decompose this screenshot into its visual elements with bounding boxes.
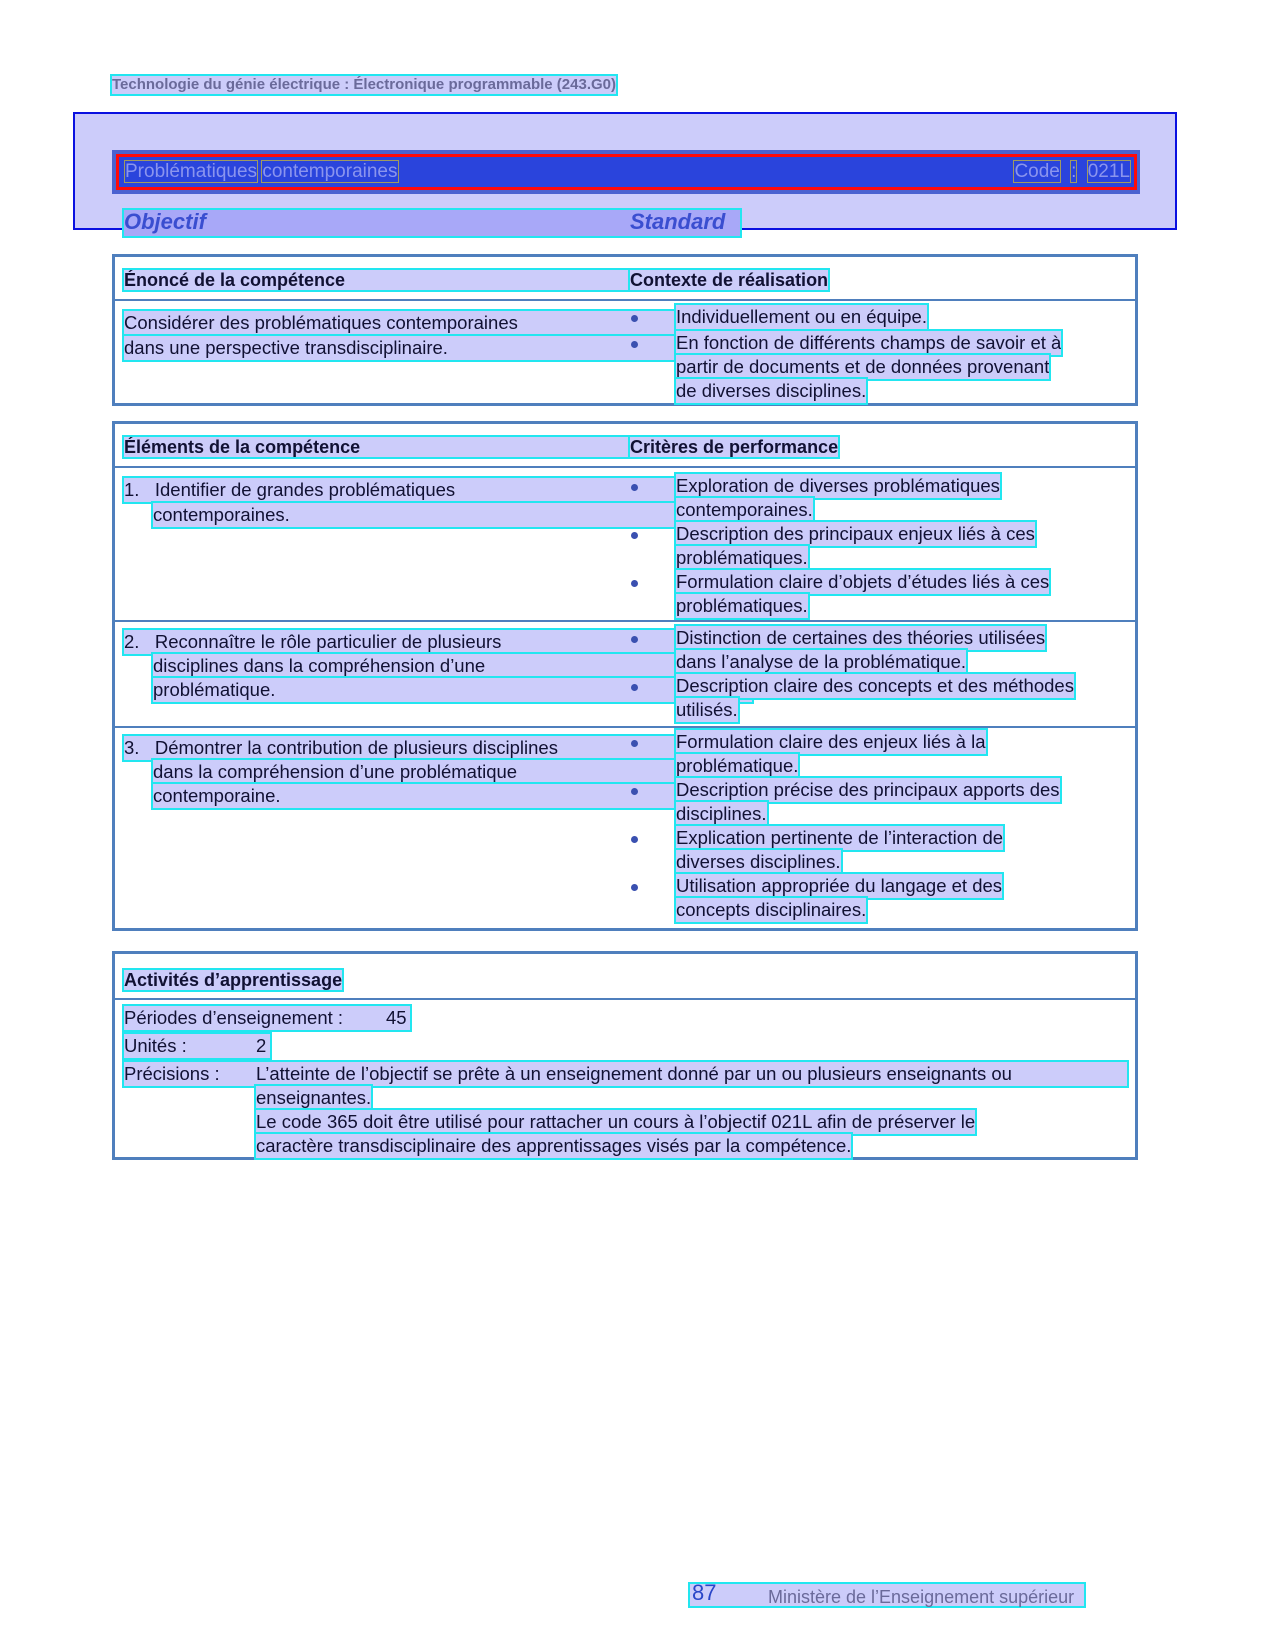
page-footer (690, 1580, 1084, 1607)
unites-label: Unités : (124, 1035, 187, 1056)
periodes-line (124, 1006, 410, 1030)
criterion-line: Utilisation appropriée du langage et des (676, 875, 1003, 896)
elements-box-header (115, 424, 1135, 468)
precisions-line: Précisions : L’atteinte de l’objectif se prête à un enseignement donné par un ou plusieurs enseignants ou (124, 1062, 1127, 1086)
objective-code (1008, 161, 1130, 183)
element-line: contemporaines. (153, 503, 752, 527)
bullet-icon (631, 740, 638, 747)
element-line: 2. Reconnaître le rôle particulier de plusieurs (124, 630, 752, 654)
criterion-line: diverses disciplines. (676, 851, 841, 872)
criterion-line: contemporaines. (676, 499, 813, 520)
contexte-line: partir de documents et de données provenant (676, 356, 1050, 377)
title-word: Problématiques (125, 161, 258, 182)
enonce-line: dans une perspective transdisciplinaire. (124, 336, 752, 360)
element-number: 2. (124, 631, 140, 652)
activites-box-header (115, 954, 1135, 1000)
precisions-line: Le code 365 doit être utilisé pour rattacher un cours à l’objectif 021L afin de préserver le (256, 1111, 976, 1132)
element-line: disciplines dans la compréhension d’une (153, 654, 752, 678)
contexte-line: Individuellement ou en équipe. (676, 306, 927, 327)
element-line: problématique. (153, 678, 752, 702)
criteres-header: Critères de performance (630, 437, 839, 457)
criterion-line: Description claire des concepts et des méthodes (676, 675, 1074, 696)
element-line: dans la compréhension d’une problématique (153, 760, 752, 784)
criterion-line: Formulation claire d’objets d’études liés à ces (676, 571, 1050, 592)
criterion-line: Description précise des principaux apports des (676, 779, 1060, 800)
criterion-line: Description des principaux enjeux liés à ces (676, 523, 1035, 544)
running-header: Technologie du génie électrique : Électronique programmable (243.G0) (112, 76, 616, 93)
element-number: 1. (124, 479, 140, 500)
elements-box (112, 421, 1138, 931)
page-number: 87 (692, 1580, 717, 1605)
enonce-box (112, 254, 1138, 406)
activites-box (112, 951, 1138, 1160)
bullet-icon (631, 684, 638, 691)
bullet-icon (631, 315, 638, 322)
element-number: 3. (124, 737, 140, 758)
element-row-1 (115, 468, 1135, 622)
enonce-header: Énoncé de la compétence (124, 270, 630, 290)
criterion-line: Formulation claire des enjeux liés à la (676, 731, 986, 752)
element-line: contemporaine. (153, 784, 752, 808)
bullet-icon (631, 788, 638, 795)
element-row-3 (115, 728, 1135, 930)
precisions-line: enseignantes. (256, 1087, 372, 1108)
enonce-line: Considérer des problématiques contemporaines (124, 311, 752, 335)
criterion-line: problématique. (676, 755, 799, 776)
enonce-row (115, 301, 1135, 405)
periodes-value: 45 (386, 1007, 407, 1028)
title-word: contemporaines (262, 161, 398, 182)
element-row-2 (115, 622, 1135, 728)
criterion-line: Distinction de certaines des théories utilisées (676, 627, 1046, 648)
standard-label: Standard (630, 209, 726, 234)
activites-row (115, 1000, 1135, 1160)
objective-title-bar (112, 150, 1140, 194)
criterion-line: disciplines. (676, 803, 767, 824)
activites-header: Activités d’apprentissage (124, 970, 343, 990)
elements-header: Éléments de la compétence (124, 437, 630, 457)
criterion-line: utilisés. (676, 699, 738, 720)
element-line: 3. Démontrer la contribution de plusieurs disciplines (124, 736, 752, 760)
criterion-line: Exploration de diverses problématiques (676, 475, 1000, 496)
code-label: Code (1014, 161, 1060, 182)
criterion-line: problématiques. (676, 547, 808, 568)
bullet-icon (631, 580, 638, 587)
code-separator: : (1071, 161, 1077, 182)
bullet-icon (631, 836, 638, 843)
precisions-label: Précisions : (124, 1063, 220, 1084)
unites-line (124, 1034, 270, 1058)
objective-title (125, 161, 398, 183)
bullet-icon (631, 341, 638, 348)
bullet-icon (631, 636, 638, 643)
criterion-line: concepts disciplinaires. (676, 899, 867, 920)
contexte-line: En fonction de différents champs de savoir et à (676, 332, 1062, 353)
ministry-name: Ministère de l’Enseignement supérieur (768, 1587, 1075, 1607)
bullet-icon (631, 532, 638, 539)
bullet-icon (631, 484, 638, 491)
bullet-icon (631, 884, 638, 891)
objective-title-inner (116, 154, 1137, 190)
criterion-line: dans l’analyse de la problématique. (676, 651, 967, 672)
enonce-box-header (115, 257, 1135, 301)
criterion-line: Explication pertinente de l’interaction de (676, 827, 1004, 848)
unites-value: 2 (256, 1035, 267, 1056)
precisions-line: caractère transdisciplinaire des apprentissages visés par la compétence. (256, 1135, 852, 1156)
code-value: 021L (1087, 161, 1130, 182)
objectif-label: Objectif (124, 209, 206, 234)
element-line: 1. Identifier de grandes problématiques (124, 478, 752, 502)
periodes-label: Périodes d’enseignement : (124, 1007, 344, 1028)
contexte-header: Contexte de réalisation (630, 270, 829, 290)
contexte-line: de diverses disciplines. (676, 380, 867, 401)
criterion-line: problématiques. (676, 595, 808, 616)
